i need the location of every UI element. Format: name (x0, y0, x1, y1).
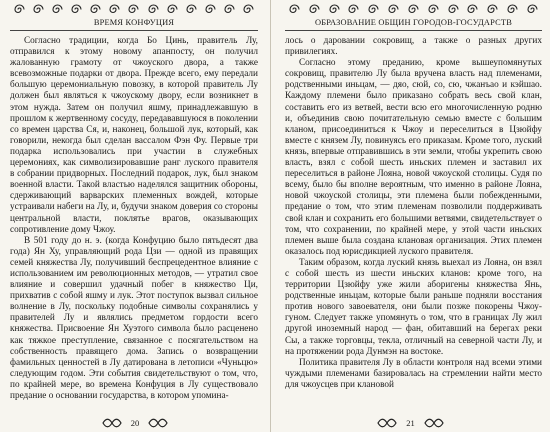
spiral-ornament-icon (124, 4, 143, 15)
spiral-ornament-icon (182, 4, 201, 15)
spiral-ornament-icon (523, 4, 542, 15)
spiral-ornament-icon (144, 4, 163, 15)
spiral-ornament-icon (29, 4, 48, 15)
body-text (10, 36, 258, 402)
right-page (271, 0, 550, 432)
paragraph: В 501 году до н. э. (когда Конфуцию было пятьдесят два года) Ян Ху, управляющий рода Цзи — одной из правящих семей княжества Лу, получивший беспрецедентное влияние с использованием им революционных методов, — утратил свое влияние и совершил удачный побег в княжество Ци, прихватив с собой яшму и лук. Этот поступок вызвал сильное волнение в Лу, поскольку подобные символы сохранялись у правителей Лу и являлись предметом гордости всего княжества. Присвоение Ян Хуэтого символа было расценено как тяжкое преступление, связанное с посягательством на собственность правящего дома. Запись о возвращении фамильных ценностей в Лу датирована в летописи «Чуньцю» следующим годом. Эти события свидетельствуют о том, что, по крайней мере, во времена Конфуция в Лу существовало предание о основании государства, в котором упомина- (10, 235, 258, 401)
spiral-ornament-icon (404, 4, 423, 15)
paragraph: лось о даровании сокровищ, а также о разных других привилегиях. (285, 36, 542, 58)
knot-ornament-icon (376, 418, 398, 428)
left-page (0, 0, 271, 432)
spiral-ornament-icon (10, 4, 29, 15)
page-footer (0, 418, 270, 428)
spiral-ornament-icon (105, 4, 124, 15)
knot-ornament-icon (101, 418, 123, 428)
knot-ornament-icon (147, 418, 169, 428)
paragraph: Согласно традиции, когда Бо Цинь, правитель Лу, отправился к этому новому апанпосту, он получил жалованную грамоту от чжоуского двора, а также всевозможные подарки от двора. Прежде всего, ему передали большую церемониальную повозку, в которой правитель Лу должен был являться к чжоускому двору, если возникнет в этом нужда. Затем он получил яшму, принадлежавшую в прошлом к жертвенному сосуду, передававшуюся в поколении со времен царства Ся, и, наконец, большой лук, который, как говорили, некогда был сделан вассалом Фэн Фу. Первые три подарка использовались при участии в служебных церемониях, как символизировавшие ранг луского правителя в собрании придворных. Последний подарок, лук, был знаком военной власти. Такой властью наделялся защитник обороны, сдерживающий варварских племенных вождей, которые устраивали набеги на Лу, и, будучи знаком доверия со стороны центральной власти, поклятье врагов, оказывающих сопротивление дому Чжоу. (10, 36, 258, 235)
paragraph: Политика правителя Лу в области контроля над всеми этими чуждыми племенами базировалась на стремлении найти место для чжоусцев при клановой (285, 357, 542, 390)
spiral-ornament-icon (285, 4, 304, 15)
spiral-ornament-icon (163, 4, 182, 15)
spiral-ornament-icon (48, 4, 67, 15)
spiral-ornament-icon (239, 4, 258, 15)
spiral-ornament-icon (344, 4, 363, 15)
spiral-ornament-icon (444, 4, 463, 15)
spiral-ornament-icon (483, 4, 502, 15)
running-head: ОБРАЗОВАНИЕ ОБЩИН ГОРОДОВ-ГОСУДАРСТВ (315, 18, 512, 27)
paragraph: Таким образом, когда луский князь выехал из Лояна, он взял с собой шесть из шести иньских кланов: кроме того, на территории Цзюйфу уже жили аборигены княжества Янь, родственные иньцам, которые были раньше подняли восстания против нового завоевателя, они были позже покорены Чжоу-гуном. Следует также упомянуть о том, что в границах Лу жил другой иноземный народ — фан, обитавший на берегах реки Сы, а также торговцы, текла, отличный на северной части Лу, и на протяжении рода Дунмэн на востоке. (285, 257, 542, 357)
spiral-ornament-icon (364, 4, 383, 15)
paragraph: Согласно этому преданию, кроме вышеупомянутых сокровищ, правителю Лу была вручена власть над племенами, родственными иньцам, — дяо, сюй, со, сю, чжанъао и кэйшао. Каждому племени было приказано собрать весь свой клан, составить его из ветвей, вести всю его многочисленную родню и, объединив свою почитательную семью вместе с большим кланом, присоединиться к Чжоу и переселиться в Цзюйфу вместе с князем Лу, повинуясь его приказам. Кроме того, луский князь, впервые отправившись в эти земли, чтобы укрепить свою власть, взял с собой шесть иньских племен и заставил их переселиться в районе Лояна, новой чжоуской столицы. Судя по всему, было бы вполне вероятным, что именно в районе Лояна, новой чжоуской столицы, эти племена были побежденными, предание о том, что этим племенам позволили поддерживать свой клан и сохранить его большими ветвями, свидетельствует о том, что сохранении, по крайней мере, у этой части иньских племен выше была создана клановая организация. Этих племен оказалось под юрисдикцией луского правителя. (285, 58, 542, 257)
spiral-ornament-icon (384, 4, 403, 15)
spiral-ornament-icon (463, 4, 482, 15)
header-rule (10, 30, 258, 31)
running-head: ВРЕМЯ КОНФУЦИЯ (93, 18, 175, 27)
spiral-ornament-icon (86, 4, 105, 15)
body-text (285, 36, 542, 391)
top-ornament-border (285, 4, 542, 15)
header-rule (285, 30, 542, 31)
spiral-ornament-icon (503, 4, 522, 15)
page-footer (271, 418, 550, 428)
spiral-ornament-icon (201, 4, 220, 15)
spiral-ornament-icon (220, 4, 239, 15)
page-number: 20 (130, 418, 140, 428)
top-ornament-border (10, 4, 258, 15)
knot-ornament-icon (423, 418, 445, 428)
spiral-ornament-icon (424, 4, 443, 15)
spiral-ornament-icon (305, 4, 324, 15)
spiral-ornament-icon (325, 4, 344, 15)
spiral-ornament-icon (67, 4, 86, 15)
page-number: 21 (406, 418, 415, 428)
